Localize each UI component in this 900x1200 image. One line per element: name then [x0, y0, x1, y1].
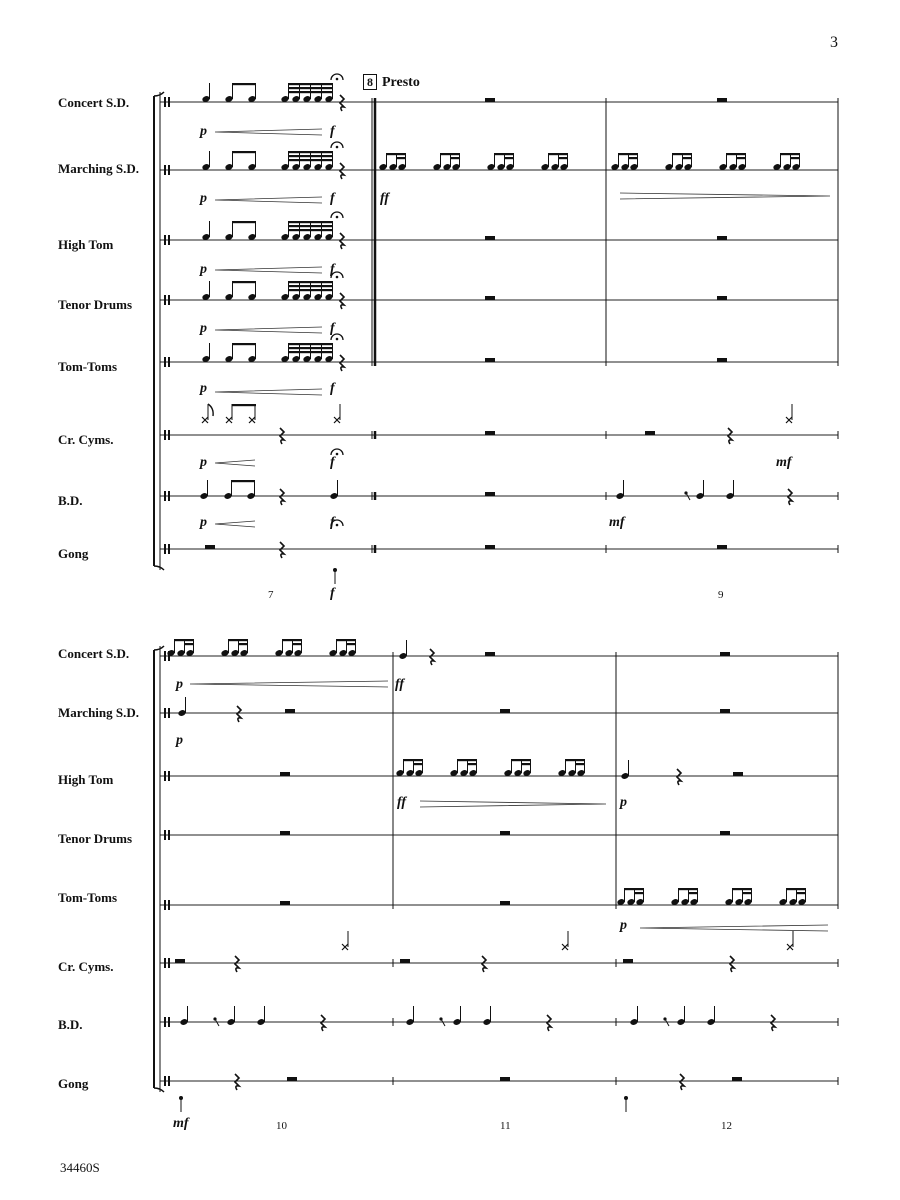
beam — [521, 763, 531, 765]
rehearsal-number-box: 8 — [363, 74, 377, 90]
quarter-rest — [730, 956, 734, 972]
quarter-rest — [340, 95, 344, 111]
quarter-rest — [728, 428, 732, 444]
quarter-rest — [677, 769, 681, 785]
quarter-rest — [280, 428, 284, 444]
quarter-rest — [771, 1015, 775, 1031]
percussion-clef — [168, 900, 170, 910]
beam — [682, 157, 692, 159]
instrument-label-cr-cyms: Cr. Cyms. — [58, 959, 114, 974]
whole-rest — [285, 709, 295, 713]
beam — [467, 763, 477, 765]
dynamic-p: p — [200, 191, 207, 206]
whole-rest — [485, 296, 495, 300]
beam — [282, 639, 302, 641]
quarter-rest — [547, 1015, 551, 1031]
crescendo-hairpin — [215, 389, 322, 395]
x-notehead — [786, 417, 792, 423]
beam — [288, 155, 333, 157]
crescendo-hairpin — [215, 197, 322, 203]
whole-rest — [717, 545, 727, 549]
quarter-rest — [235, 1074, 239, 1090]
percussion-clef — [164, 830, 166, 840]
catalog-code: 34460S — [60, 1160, 100, 1175]
whole-rest — [732, 1077, 742, 1081]
beam — [678, 888, 698, 890]
percussion-clef — [164, 1076, 166, 1086]
beam — [232, 151, 256, 153]
dynamic-f: f — [330, 515, 335, 530]
whole-rest — [485, 358, 495, 362]
crescendo-hairpin — [215, 460, 255, 466]
beam — [386, 153, 406, 155]
beam — [736, 157, 746, 159]
whole-rest — [717, 236, 727, 240]
quarter-rest — [340, 163, 344, 179]
dynamic-p: p — [200, 381, 207, 396]
whole-rest — [485, 545, 495, 549]
crescendo-hairpin — [215, 129, 322, 135]
percussion-clef — [164, 900, 166, 910]
beam — [548, 153, 568, 155]
dynamic-f: f — [330, 455, 335, 470]
quarter-rest — [321, 1015, 325, 1031]
beam — [288, 151, 333, 153]
beam — [346, 643, 356, 645]
fermata-dot — [336, 216, 339, 219]
beam — [288, 91, 333, 93]
page-number: 3 — [830, 34, 838, 51]
bracket-hook — [154, 566, 164, 570]
dynamic-p: p — [200, 455, 207, 470]
crescendo-hairpin — [190, 681, 388, 687]
whole-rest — [280, 831, 290, 835]
dynamic-p: p — [200, 262, 207, 277]
beam — [288, 229, 333, 231]
beam — [232, 343, 256, 345]
beam — [288, 87, 333, 89]
percussion-clef — [164, 491, 166, 501]
beam — [575, 763, 585, 765]
instrument-label-marching-sd: Marching S.D. — [58, 161, 140, 176]
whole-rest — [485, 431, 495, 435]
fermata-dot — [336, 338, 339, 341]
beam — [618, 153, 638, 155]
beam — [504, 157, 514, 159]
beam — [336, 639, 356, 641]
percussion-clef — [168, 830, 170, 840]
flag — [208, 404, 213, 416]
quarter-rest — [340, 293, 344, 309]
x-notehead — [249, 417, 255, 423]
quarter-rest — [237, 706, 241, 722]
beam — [457, 759, 477, 761]
instrument-label-tom-toms: Tom-Toms — [58, 359, 118, 374]
whole-rest — [280, 901, 290, 905]
beam — [634, 892, 644, 894]
beam — [628, 157, 638, 159]
quarter-rest — [235, 956, 239, 972]
whole-rest — [485, 652, 495, 656]
beam — [796, 892, 806, 894]
whole-rest — [500, 901, 510, 905]
beam — [511, 759, 531, 761]
percussion-clef — [168, 295, 170, 305]
instrument-label-bd: B.D. — [58, 493, 83, 508]
fermata-dot — [336, 276, 339, 279]
instrument-label-high-tom: High Tom — [58, 772, 114, 787]
percussion-clef — [164, 430, 166, 440]
instrument-label-concert-sd: Concert S.D. — [58, 646, 130, 661]
instrument-label-gong: Gong — [58, 546, 89, 561]
whole-rest — [717, 358, 727, 362]
whole-rest — [717, 296, 727, 300]
whole-rest — [720, 709, 730, 713]
beam — [232, 281, 256, 283]
decrescendo-hairpin — [420, 801, 606, 807]
quarter-rest — [280, 489, 284, 505]
beam — [742, 892, 752, 894]
instrument-label-tenor-drums: Tenor Drums — [58, 831, 133, 846]
whole-rest — [485, 492, 495, 496]
staff-lines — [160, 97, 838, 1086]
markings — [190, 74, 830, 931]
beam — [231, 480, 255, 482]
half-rest — [175, 959, 185, 963]
beam — [413, 763, 423, 765]
beam — [450, 157, 460, 159]
whole-rest — [717, 98, 727, 102]
percussion-clef — [168, 430, 170, 440]
notes — [166, 83, 806, 1112]
beam — [232, 404, 256, 406]
quarter-rest — [482, 956, 486, 972]
beam — [565, 759, 585, 761]
dynamic-mf: mf — [609, 515, 625, 530]
percussion-clef — [164, 357, 166, 367]
dynamic-mf: mf — [173, 1116, 189, 1131]
x-notehead — [562, 944, 568, 950]
bracket-hook — [154, 92, 164, 96]
whole-rest — [720, 831, 730, 835]
instrument-label-tom-toms: Tom-Toms — [58, 890, 118, 905]
measure-number: 9 — [718, 589, 724, 601]
dynamic-mf: mf — [776, 455, 792, 470]
beam — [396, 157, 406, 159]
quarter-rest — [340, 355, 344, 371]
beam — [624, 888, 644, 890]
percussion-clef — [168, 771, 170, 781]
whole-rest — [500, 709, 510, 713]
x-notehead — [787, 944, 793, 950]
percussion-clef — [164, 708, 166, 718]
percussion-clef — [168, 491, 170, 501]
percussion-clef — [168, 357, 170, 367]
percussion-clef — [164, 97, 166, 107]
beam — [786, 888, 806, 890]
decrescendo-hairpin — [620, 193, 830, 199]
beam — [288, 289, 333, 291]
percussion-clef — [168, 708, 170, 718]
percussion-clef — [164, 771, 166, 781]
beam — [232, 221, 256, 223]
dynamic-p: p — [620, 795, 627, 810]
beam — [732, 888, 752, 890]
instrument-label-marching-sd: Marching S.D. — [58, 705, 140, 720]
percussion-clef — [168, 165, 170, 175]
dynamic-ff: ff — [395, 677, 405, 692]
dynamic-ff: ff — [397, 795, 407, 810]
measure-number: 7 — [268, 589, 274, 601]
beam — [288, 221, 333, 223]
fermata-dot — [336, 524, 339, 527]
dynamic-p: p — [200, 321, 207, 336]
bracket-hook — [154, 646, 164, 650]
half-rest — [623, 959, 633, 963]
instrument-label-gong: Gong — [58, 1076, 89, 1091]
whole-rest — [485, 98, 495, 102]
beam — [184, 643, 194, 645]
quarter-rest — [430, 649, 434, 665]
measure-number: 11 — [500, 1120, 511, 1132]
beam — [288, 347, 333, 349]
tempo-marking: Presto — [382, 75, 420, 90]
percussion-clef — [168, 235, 170, 245]
instrument-label-concert-sd: Concert S.D. — [58, 95, 130, 110]
beam — [288, 281, 333, 283]
measure-number: 10 — [276, 1120, 287, 1132]
beam — [780, 153, 800, 155]
percussion-clef — [164, 958, 166, 968]
x-notehead — [342, 944, 348, 950]
half-rest — [645, 431, 655, 435]
beam — [288, 159, 333, 161]
percussion-clef — [164, 544, 166, 554]
crescendo-hairpin — [215, 327, 322, 333]
beam — [174, 639, 194, 641]
percussion-clef — [168, 544, 170, 554]
instrument-label-bd: B.D. — [58, 1017, 83, 1032]
dynamic-p: p — [200, 124, 207, 139]
quarter-rest — [280, 542, 284, 558]
percussion-clef — [168, 1076, 170, 1086]
beam — [232, 83, 256, 85]
beam — [292, 643, 302, 645]
fermata-dot — [336, 453, 339, 456]
dynamic-p: p — [200, 515, 207, 530]
dynamic-p: p — [176, 733, 183, 748]
beam — [672, 153, 692, 155]
quarter-rest — [340, 233, 344, 249]
dynamic-p: p — [620, 918, 627, 933]
barlines — [154, 92, 838, 1092]
beam — [403, 759, 423, 761]
crescendo-hairpin — [640, 925, 828, 931]
whole-rest — [287, 1077, 297, 1081]
whole-rest — [485, 236, 495, 240]
instrument-label-high-tom: High Tom — [58, 237, 114, 252]
percussion-clef — [168, 97, 170, 107]
beam — [558, 157, 568, 159]
dynamic-f: f — [330, 321, 335, 336]
beam — [790, 157, 800, 159]
dynamic-f: f — [330, 381, 335, 396]
percussion-clef — [168, 958, 170, 968]
beam — [494, 153, 514, 155]
beam — [288, 225, 333, 227]
quarter-rest — [680, 1074, 684, 1090]
x-notehead — [202, 417, 208, 423]
beam — [288, 285, 333, 287]
half-rest — [400, 959, 410, 963]
quarter-rest — [788, 489, 792, 505]
whole-rest — [720, 652, 730, 656]
x-notehead — [334, 417, 340, 423]
half-rest — [205, 545, 215, 549]
whole-rest — [733, 772, 743, 776]
percussion-clef — [164, 1017, 166, 1027]
percussion-clef — [164, 651, 166, 661]
percussion-clef — [164, 295, 166, 305]
dynamic-f: f — [330, 124, 335, 139]
fermata-dot — [336, 146, 339, 149]
beam — [440, 153, 460, 155]
beam — [228, 639, 248, 641]
beam — [288, 83, 333, 85]
bracket-hook — [154, 1088, 164, 1092]
instrument-label-cr-cyms: Cr. Cyms. — [58, 432, 114, 447]
dynamic-f: f — [330, 191, 335, 206]
x-notehead — [226, 417, 232, 423]
beam — [288, 351, 333, 353]
whole-rest — [280, 772, 290, 776]
measure-number: 12 — [721, 1120, 732, 1132]
whole-rest — [500, 1077, 510, 1081]
whole-rest — [500, 831, 510, 835]
beam — [688, 892, 698, 894]
percussion-clef — [164, 165, 166, 175]
fermata-dot — [336, 78, 339, 81]
dynamic-f: f — [330, 262, 335, 277]
beam — [288, 343, 333, 345]
beam — [238, 643, 248, 645]
beam — [726, 153, 746, 155]
percussion-clef — [168, 1017, 170, 1027]
dynamic-f: f — [330, 586, 335, 601]
percussion-clef — [164, 235, 166, 245]
crescendo-hairpin — [215, 267, 322, 273]
crescendo-hairpin — [215, 521, 255, 527]
instrument-label-tenor-drums: Tenor Drums — [58, 297, 133, 312]
dynamic-p: p — [176, 677, 183, 692]
dynamic-ff: ff — [380, 191, 390, 206]
